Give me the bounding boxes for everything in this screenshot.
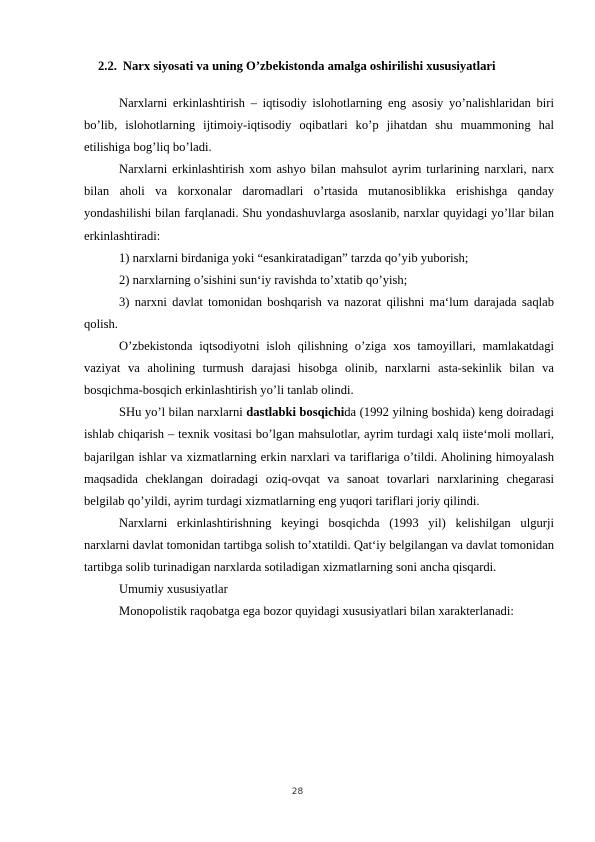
- section-title: Narx siyosati va uning O’zbekistonda amalga oshirilishi xususiyatlari: [122, 59, 496, 73]
- list-item-3: 3) narxni davlat tomonidan boshqarish va nazorat qilishni ma‘lum darajada saqlab qolish.: [84, 294, 554, 331]
- paragraph-first-stage: [84, 401, 554, 511]
- section-number: 2.2.: [98, 59, 117, 73]
- body-text: [84, 92, 554, 622]
- paragraph-monopolistic: Monopolistik raqobatga ega bozor quyidagi xususiyatlari bilan xarakterlanadi:: [119, 604, 514, 619]
- section-heading: [84, 56, 554, 76]
- paragraph-approaches: Narxlarni erkinlashtirish xom ashyo bilan mahsulot ayrim turlarining narxlari, narx bilan aholi va korxonalar daromadlari o’rtasida mutanosiblikka erishishga qanday yondashilishi bilan farqlanadi. Shu yondashuvlarga asoslanib, narxlar quyidagi yo’llar bilan erkinlashtiradi:: [84, 162, 554, 243]
- paragraph-next-stage: Narxlarni erkinlashtirishning keyingi bosqichda (1993 yil) kelishilgan ulgurji narxlarni davlat tomonidan tartibga solish to’xtatildi. Qat‘iy belgilangan va davlat tomonidan tartibga solib turinadigan narxlarda sotiladigan xizmatlarning soni ancha qisqardi.: [84, 515, 554, 574]
- paragraph-intro: Narxlarni erkinlashtirish – iqtisodiy islohotlarning eng asosiy yo’nalishlaridan biri bo’lib, islohotlarning ijtimoiy-iqtisodiy oqibatlari ko’p jihatdan shu muammoning hal etilishiga bog’liq bo’ladi.: [84, 96, 554, 155]
- paragraph-general-features: Umumiy xususiyatlar: [119, 582, 228, 597]
- list-item-1: 1) narxlarni birdaniga yoki “esankiratadigan” tarzda qo’yib yuborish;: [119, 250, 469, 265]
- first-stage-bold: dastlabki bosqichi: [246, 405, 345, 420]
- paragraph-uzbekistan: O’zbekistonda iqtsodiyotni isloh qilishning o’ziga xos tamoyillari, mamlakatdagi vaziyat va aholining turmush darajasi hisobga olinib, narxlarni asta-sekinlik bilan va bosqichma-bosqich erkinlashtirish yo’li tanlab olindi.: [84, 339, 554, 398]
- page-number: 28: [291, 787, 304, 797]
- first-stage-text-pre: SHu yo’l bilan narxlarni: [119, 405, 247, 420]
- list-item-2: 2) narxlarning o’sishini sun‘iy ravishda to’xtatib qo’yish;: [119, 272, 408, 287]
- first-stage-text-post: da (1992 yilning boshida) keng doiradagi ishlab chiqarish – texnik vositasi bo’lgan mahsulotlar, ayrim turdagi xalq iiste‘moli mollari, bajarilgan ishlar va xizmatlarning erkin narxlari va tariflariga o’tildi. Aholining himoyalash maqsadida cheklangan doiradagi oziq-ovqat va sanoat tovarlari narxlarining chegarasi belgilab qo’yildi, ayrim turdagi xizmatlarning eng yuqori tariflari joriy qilindi.: [84, 405, 554, 508]
